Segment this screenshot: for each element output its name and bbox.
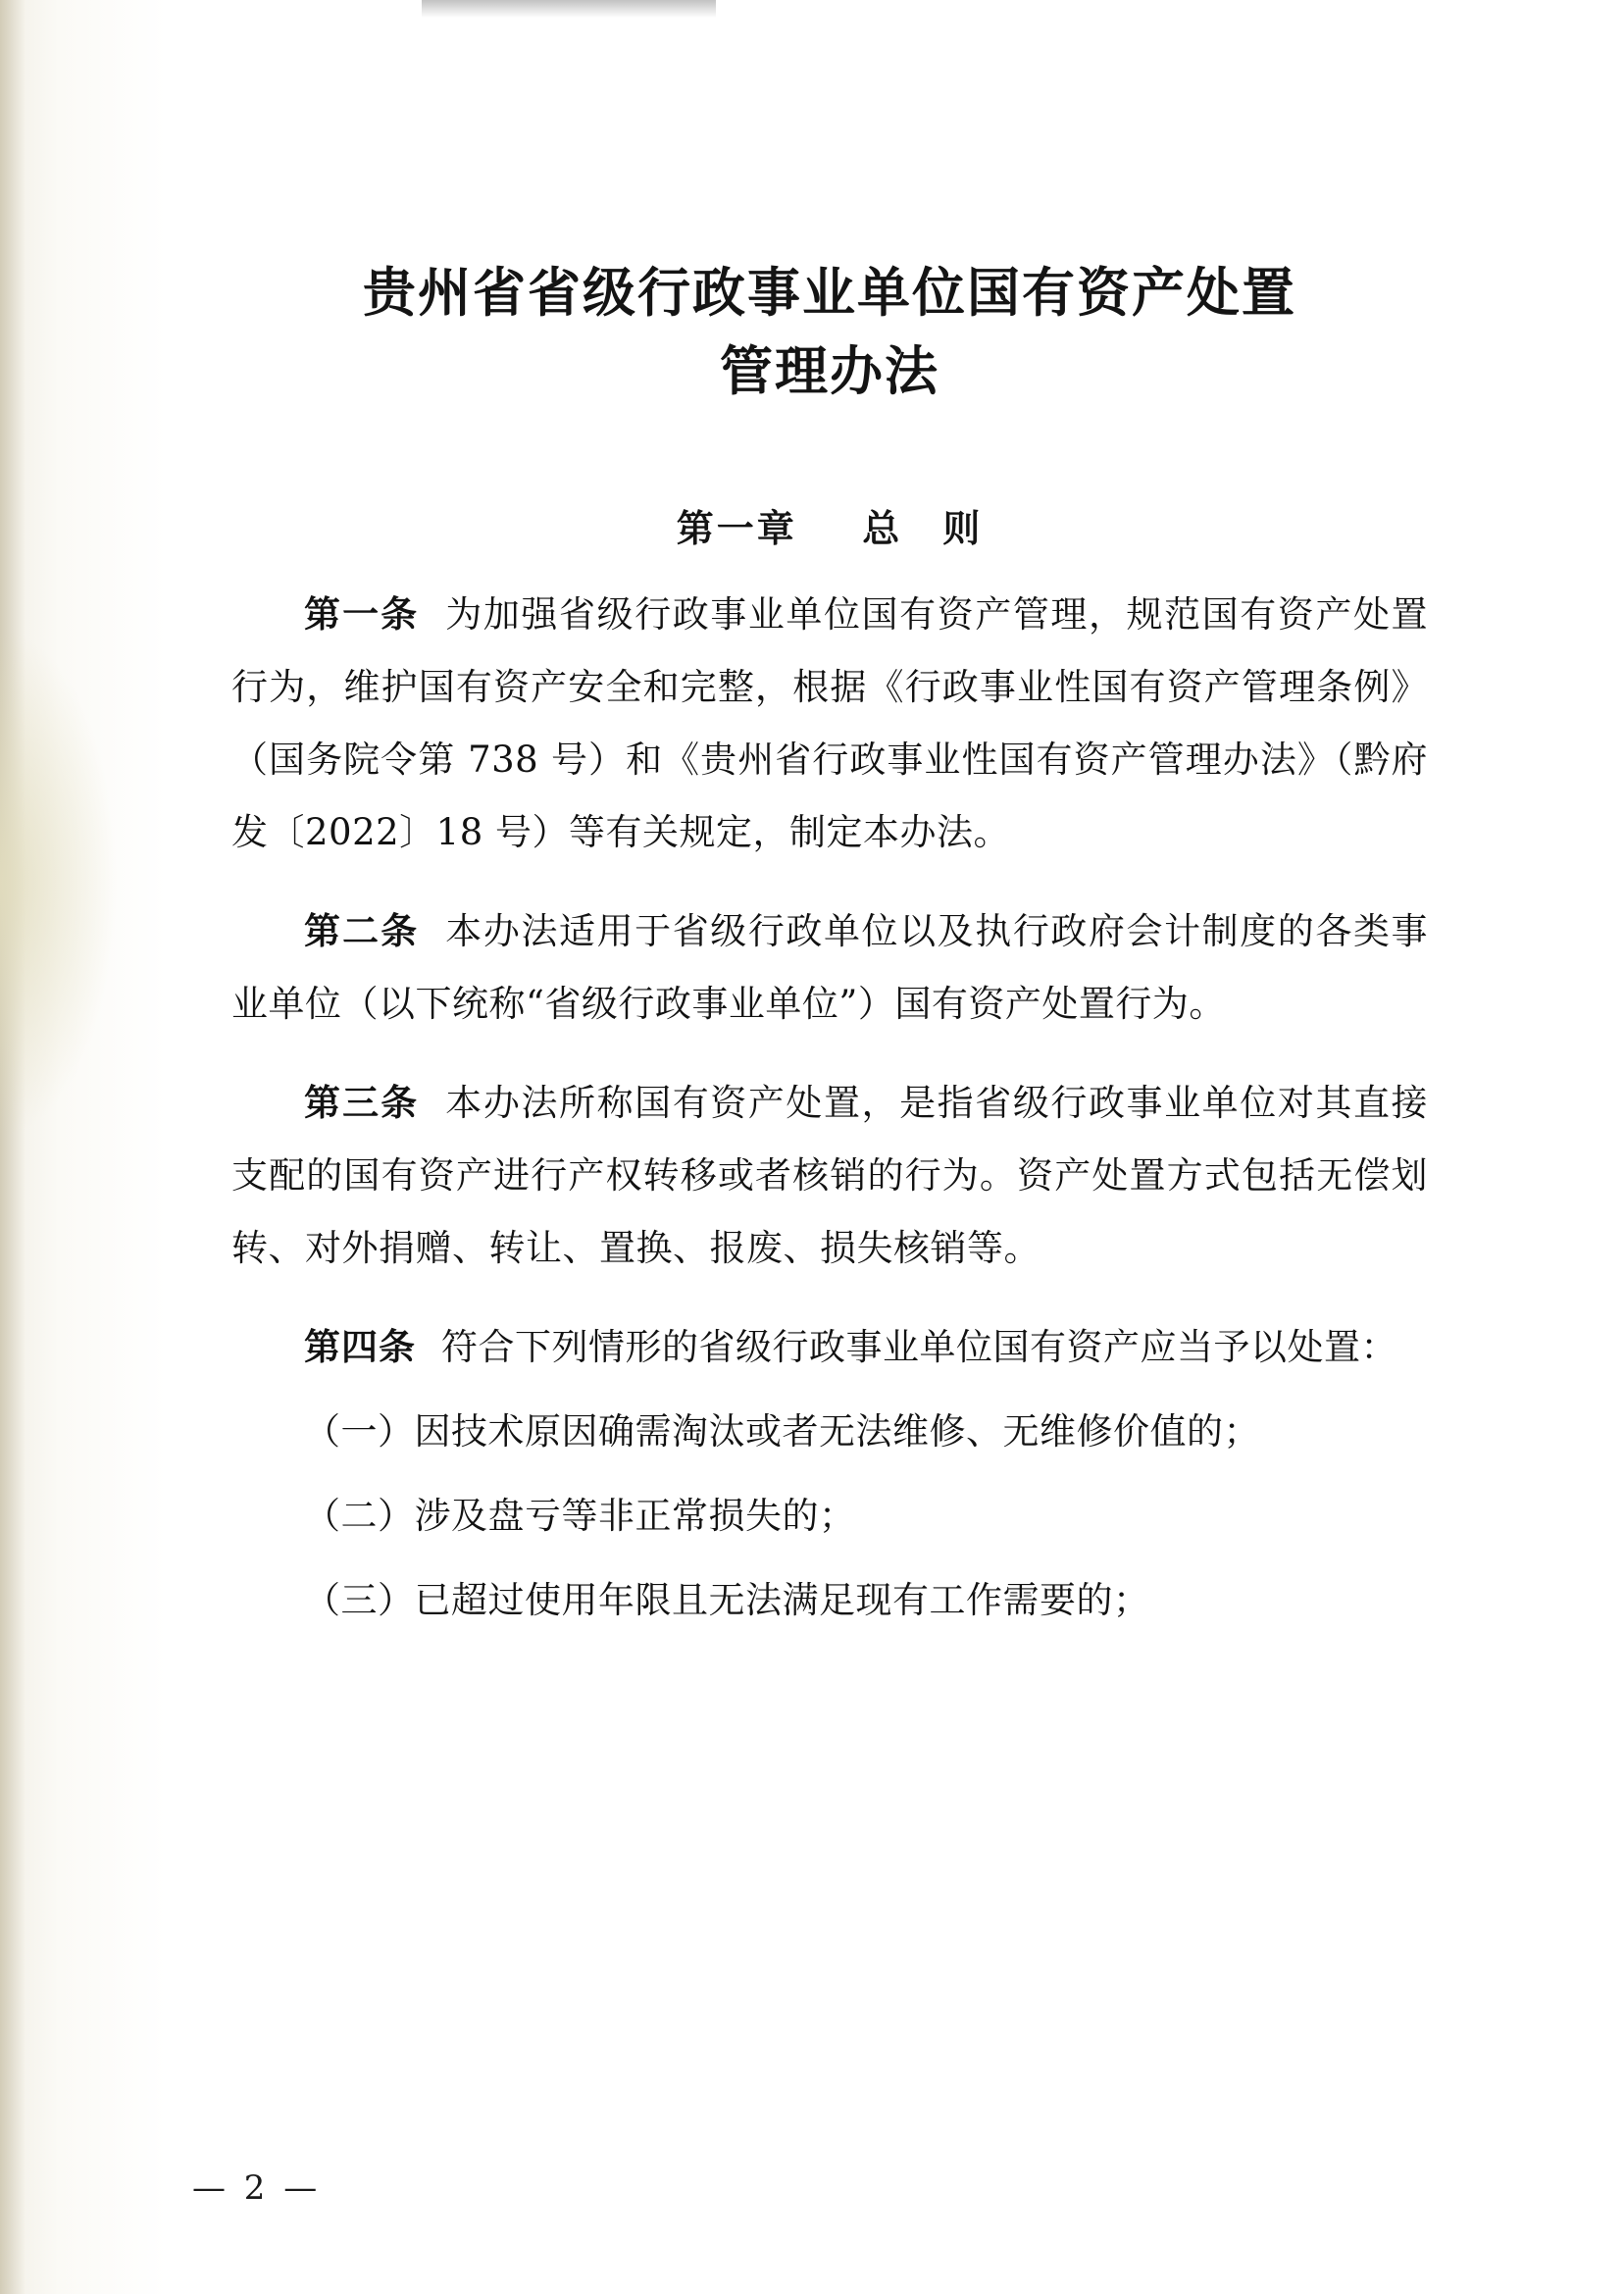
list-item: （三）已超过使用年限且无法满足现有工作需要的；: [304, 1579, 1150, 1621]
article-lead: 第一条: [304, 592, 420, 636]
scan-stain: [0, 628, 118, 1138]
article-paragraph: [231, 1285, 1428, 1384]
chapter-number: 第一章: [676, 506, 797, 550]
chapter-name: 总 则: [862, 506, 984, 550]
article-paragraph: [231, 1041, 1428, 1285]
list-item: （一）因技术原因确需淘汰或者无法维修、无维修价值的；: [304, 1410, 1260, 1453]
article-paragraph: [231, 869, 1428, 1041]
article-lead: 第三条: [304, 1081, 420, 1124]
page-title: [231, 0, 1428, 410]
list-item: （二）涉及盘亏等非正常损失的；: [304, 1495, 856, 1537]
page-number: — 2 —: [192, 2168, 322, 2208]
article-text: 本办法适用于省级行政单位以及执行政府会计制度的各类事业单位（以下统称“省级行政事业单位”）国有资产处置行为。: [231, 910, 1429, 1025]
scan-edge-shading: [0, 0, 25, 2294]
title-line-1: 贵州省省级行政事业单位国有资产处置: [363, 261, 1296, 324]
document-body: [231, 0, 1428, 2294]
article-text: 符合下列情形的省级行政事业单位国有资产应当予以处置：: [441, 1326, 1397, 1368]
article-text: 为加强省级行政事业单位国有资产管理，规范国有资产处置行为，维护国有资产安全和完整，根据《行政事业性国有资产管理条例》（国务院令第 738 号）和《贵州省行政事业性国有资产管理办法》（黔府发〔2022〕18 号）等有关规定，制定本办法。: [231, 593, 1429, 853]
article-lead: 第二条: [304, 909, 420, 952]
article-lead: 第四条: [304, 1325, 416, 1368]
article-paragraph: [231, 552, 1428, 869]
chapter-heading: [231, 410, 1428, 552]
article-text: 本办法所称国有资产处置，是指省级行政事业单位对其直接支配的国有资产进行产权转移或者核销的行为。资产处置方式包括无偿划转、对外捐赠、转让、置换、报废、损失核销等。: [231, 1082, 1429, 1269]
title-line-2: 管理办法: [720, 339, 939, 402]
